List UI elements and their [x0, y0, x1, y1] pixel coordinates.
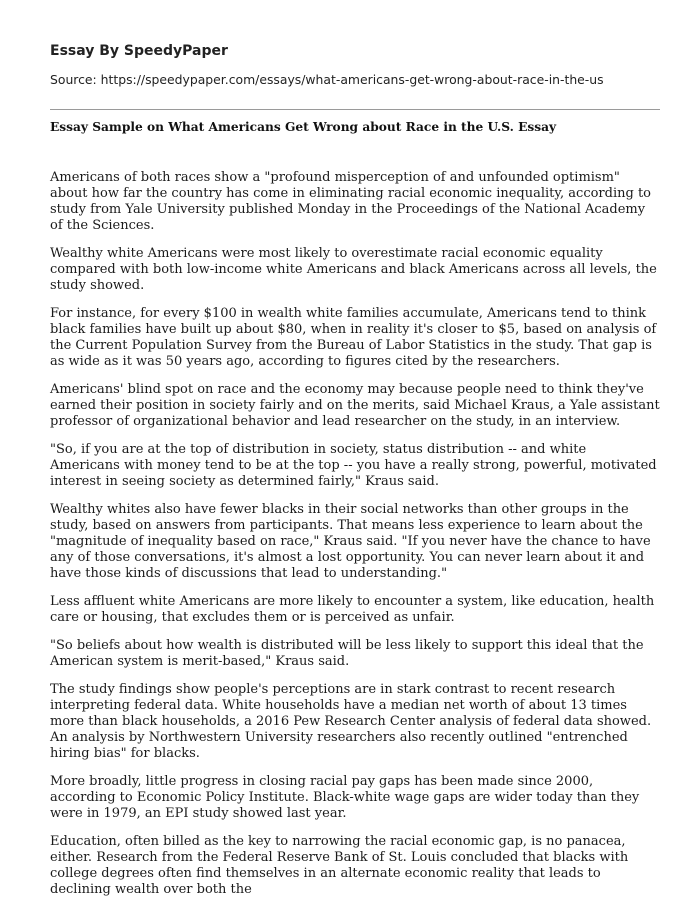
header-divider — [50, 109, 660, 110]
essay-paragraph: For instance, for every $100 in wealth white families accumulate, Americans tend to think black families have built up about $80, when in reality it's closer to $5, based on analysis of the Current Population Survey from the Bureau of Labor Statistics in the study. That gap is as wide as it was 50 years ago, according to figures cited by the researchers. — [50, 306, 657, 369]
essay-paragraph: "So beliefs about how wealth is distributed will be less likely to support this ideal that the American system is merit-based," Kraus said. — [50, 638, 644, 669]
essay-paragraph: Wealthy white Americans were most likely to overestimate racial economic equality compared with both low-income white Americans and black Americans across all levels, the study showed. — [50, 246, 657, 293]
essay-body — [50, 170, 660, 910]
essay-paragraph: The study findings show people's perceptions are in stark contrast to recent research interpreting federal data. White households have a median net worth of about 13 times more than black households, a 2016 Pew Research Center analysis of federal data showed. An analysis by Northwestern University researchers also recently outlined "entrenched hiring bias" for blacks. — [50, 682, 652, 761]
essay-paragraph: "So, if you are at the top of distribution in society, status distribution -- and white Americans with money tend to be at the top -- you have a really strong, powerful, motivated interest in seeing society as determined fairly," Kraus said. — [50, 442, 657, 489]
essay-paragraph: Americans of both races show a "profound misperception of and unfounded optimism" about how far the country has come in eliminating racial economic inequality, according to study from Yale University published Monday in the Proceedings of the National Academy of the Sciences. — [50, 170, 652, 233]
essay-paragraph: Education, often billed as the key to narrowing the racial economic gap, is no panacea, either. Research from the Federal Reserve Bank of St. Louis concluded that blacks with college degrees often find themselves in an alternate economic reality that leads to declining wealth over both the — [50, 834, 629, 897]
essay-paragraph: Wealthy whites also have fewer blacks in their social networks than other groups in the study, based on answers from participants. That means less experience to learn about the "magnitude of inequality based on race," Kraus said. "If you never have the chance to have any of those conversations, it's almost a lost opportunity. You can never learn about it and have those kinds of discussions that lead to understanding." — [50, 502, 651, 581]
essay-paragraph: Americans' blind spot on race and the economy may because people need to think they've earned their position in society fairly and on the merits, said Michael Kraus, a Yale assistant professor of organizational behavior and lead researcher on the study, in an interview. — [50, 382, 660, 429]
source-line: Source: https://speedypaper.com/essays/what-americans-get-wrong-about-race-in-the-us — [50, 72, 604, 87]
brand-title: Essay By SpeedyPaper — [50, 43, 228, 59]
essay-paragraph: More broadly, little progress in closing racial pay gaps has been made since 2000, according to Economic Policy Institute. Black-white wage gaps are wider today than they were in 1979, an EPI study showed last year. — [50, 774, 640, 821]
essay-paragraph: Less affluent white Americans are more likely to encounter a system, like education, health care or housing, that excludes them or is perceived as unfair. — [50, 594, 655, 625]
essay-title: Essay Sample on What Americans Get Wrong about Race in the U.S. Essay — [50, 120, 557, 134]
